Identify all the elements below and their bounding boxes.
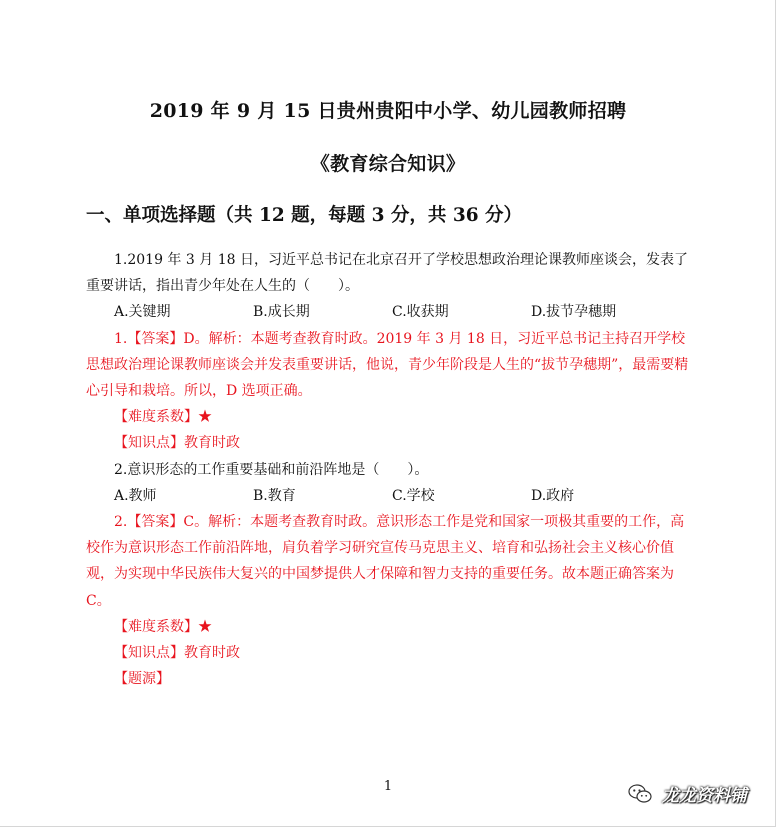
q2-options [86, 483, 698, 509]
q1-knowledge-point: 【知识点】教育时政 [114, 435, 240, 452]
q1-stem: 1.2019 年 3 月 18 日，习近平总书记在北京召开了学校思想政治理论课教师座谈会，发表了重要讲话，指出青少年处在人生的（ ）。 [86, 252, 688, 295]
q2-knowledge-point: 【知识点】教育时政 [114, 645, 240, 662]
watermark-text: 龙龙资料铺 [662, 786, 747, 806]
q2-option-c: C.学校 [392, 487, 435, 504]
wechat-icon [628, 783, 652, 805]
q1-option-a: A.关键期 [114, 304, 171, 321]
q2-answer: 2.【答案】C。解析：本题考查教育时政。意识形态工作是党和国家一项极其重要的工作，高校作为意识形态工作前沿阵地，肩负着学习研究宣传马克思主义、培育和弘扬社会主义核心价值观，为实现中华民族伟大复兴的中国梦提供人才保障和智力支持的重要任务。故本题正确答案为 C。 [86, 514, 685, 609]
q2-source: 【题源】 [114, 671, 170, 688]
q2-difficulty: 【难度系数】★ [114, 618, 212, 635]
section-heading: 一、单项选择题（共 12 题，每题 3 分，共 36 分） [86, 205, 523, 226]
q1-option-b: B.成长期 [253, 304, 310, 321]
question-list [86, 247, 698, 692]
q1-answer: 1.【答案】D。解析：本题考查教育时政。2019 年 3 月 18 日，习近平总书记主持召开学校思想政治理论课教师座谈会并发表重要讲话，他说，青少年阶段是人生的“拔节孕穗期”，最需要精心引导和栽培。所以，D 选项正确。 [86, 330, 689, 400]
q1-option-c: C.收获期 [392, 304, 449, 321]
doc-subtitle: 《教育综合知识》 [310, 153, 466, 175]
q2-stem: 2.意识形态的工作重要基础和前沿阵地是（ ）。 [114, 461, 429, 478]
doc-title: 2019 年 9 月 15 日贵州贵阳中小学、幼儿园教师招聘 [149, 100, 627, 122]
q2-option-d: D.政府 [531, 487, 575, 504]
q2-option-b: B.教育 [253, 487, 296, 504]
q2-option-a: A.教师 [114, 487, 157, 504]
page-number: 1 [383, 779, 393, 794]
watermark [628, 781, 747, 806]
q1-difficulty: 【难度系数】★ [114, 409, 212, 426]
q1-option-d: D.拔节孕穗期 [531, 304, 617, 321]
q1-options [86, 299, 698, 325]
